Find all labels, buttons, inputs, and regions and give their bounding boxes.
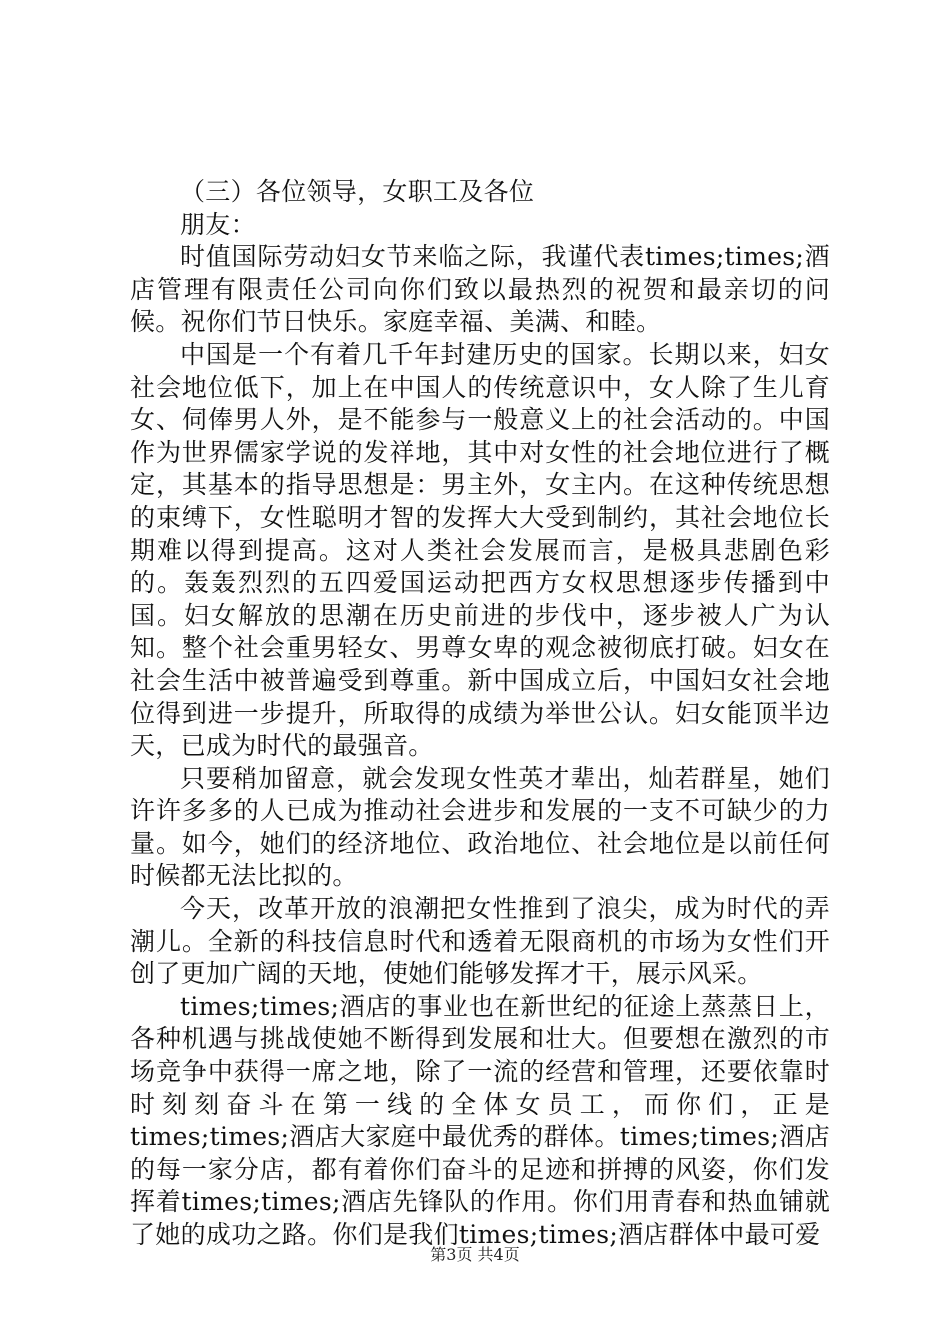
paragraph-women-talent: 只要稍加留意，就会发现女性英才辈出，灿若群星，她们许许多多的人已成为推动社会进步和发展的一支不可缺少的力量。如今，她们的经济地位、政治地位、社会地位是以前任何时候都无法比拟的。 (130, 763, 830, 891)
paragraph-history: 中国是一个有着几千年封建历史的国家。长期以来，妇女社会地位低下，加上在中国人的传统意识中，女人除了生儿育女、伺俸男人外，是不能参与一般意义上的社会活动的。中国作为世界儒家学说的发祥地，其中对女性的社会地位进行了概定，其基本的指导思想是：男主外，女主内。在这种传统思想的束缚下，女性聪明才智的发挥大大受到制约，其社会地位长期难以得到提高。这对人类社会发展而言，是极具悲剧色彩的。轰轰烈烈的五四爱国运动把西方女权思想逐步传播到中国。妇女解放的思潮在历史前进的步伐中，逐步被人广为认知。整个社会重男轻女、男尊女卑的观念被彻底打破。妇女在社会生活中被普遍受到尊重。新中国成立后，中国妇女社会地位得到进一步提升，所取得的成绩为举世公认。妇女能顶半边天，已成为时代的最强音。 (130, 339, 830, 761)
page-footer: 第3页 共4页 (430, 1245, 520, 1264)
body-text (130, 176, 830, 1252)
paragraph-greeting: 时值国际劳动妇女节来临之际，我谨代表times;times;酒店管理有限责任公司向你们致以最热烈的祝贺和最亲切的问候。祝你们节日快乐。家庭幸福、美满、和睦。 (130, 242, 830, 337)
paragraph-heading: （三）各位领导，女职工及各位 (180, 177, 535, 206)
paragraph-hotel: times;times;酒店的事业也在新世纪的征途上蒸蒸日上，各种机遇与挑战使她不断得到发展和壮大。但要想在激烈的市场竞争中获得一席之地，除了一流的经营和管理，还要依靠时时刻刻奋斗在第一线的全体女员工，而你们，正是times;times;酒店大家庭中最优秀的群体。times;times;酒店的每一家分店，都有着你们奋斗的足迹和拼搏的风姿，你们发挥着times;times;酒店先锋队的作用。你们用青春和热血铺就了她的成功之路。你们是我们times;times;酒店群体中最可爱 (130, 991, 830, 1249)
paragraph-reform: 今天，改革开放的浪潮把女性推到了浪尖，成为时代的弄潮儿。全新的科技信息时代和透着无限商机的市场为女性们开创了更加广阔的天地，使她们能够发挥才干，展示风采。 (130, 894, 830, 989)
paragraph-salutation: 朋友： (180, 209, 256, 239)
